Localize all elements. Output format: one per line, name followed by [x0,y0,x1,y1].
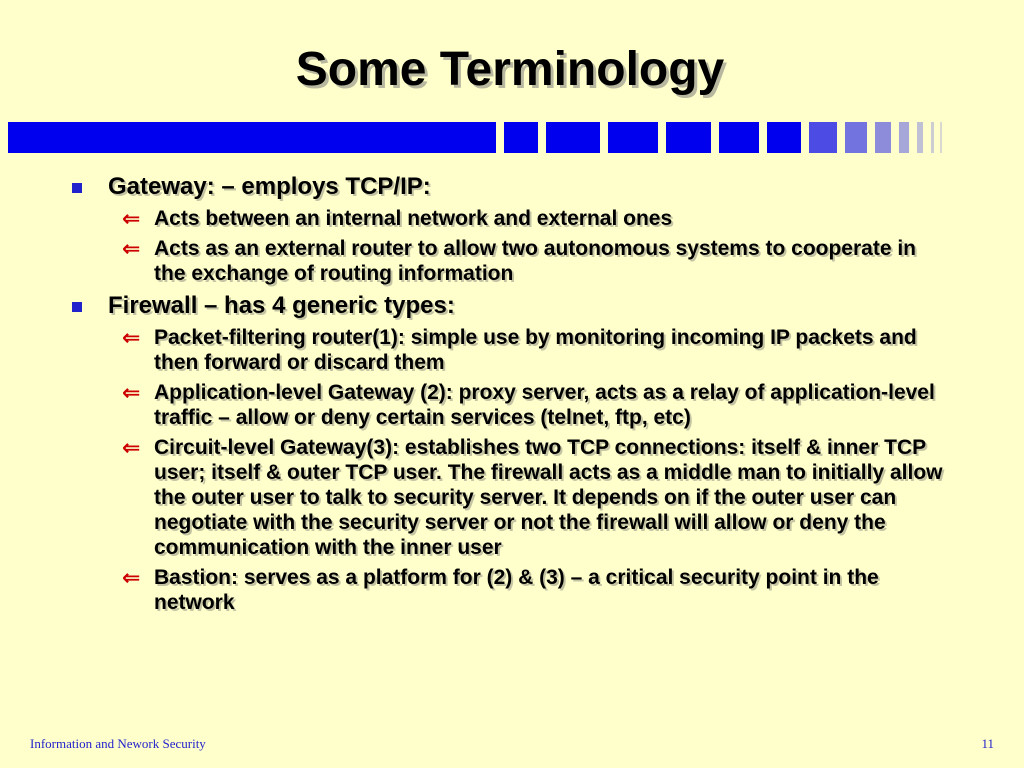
bar-segment [608,122,658,153]
decorative-bar-strip [8,122,948,153]
bar-segment [875,122,891,153]
sub-bullet [70,236,950,286]
bar-segment [917,122,923,153]
arrow-left-icon: ⇐ [122,207,141,232]
bar-segment [504,122,538,153]
sub-bullet [70,206,950,231]
bar-segment [931,122,934,153]
arrow-left-icon: ⇐ [122,436,141,461]
bar-segment [845,122,867,153]
bar-segment [8,122,496,153]
bullet-text: Gateway: – employs TCP/IP: [108,173,431,200]
footer-page-number: 11 [981,736,994,751]
sub-bullet [70,565,950,615]
bar-segment [940,122,942,153]
bar-segment [719,122,759,153]
arrow-left-icon: ⇐ [122,326,141,351]
bar-segment [809,122,837,153]
sub-bullet-text: Acts between an internal network and external ones [154,207,673,230]
arrow-left-icon: ⇐ [122,381,141,406]
bar-segment [899,122,909,153]
bullet-gateway [70,172,950,202]
sub-bullet-text: Acts as an external router to allow two autonomous systems to cooperate in the exchange of routing information [154,237,916,285]
sub-bullet-text: Packet-filtering router(1): simple use by monitoring incoming IP packets and then forward or discard them [154,326,917,374]
arrow-left-icon: ⇐ [122,237,141,262]
square-bullet-icon [72,183,82,193]
square-bullet-icon [72,302,82,312]
bar-segment [767,122,801,153]
bar-segment [666,122,711,153]
sub-bullet-text: Bastion: serves as a platform for (2) & (3) – a critical security point in the network [154,566,879,614]
slide-title: Some Terminology [295,43,725,96]
bullet-list [70,172,950,620]
bar-segment [546,122,600,153]
bullet-text: Firewall – has 4 generic types: [108,292,455,319]
sub-bullet-text: Circuit-level Gateway(3): establishes two TCP connections: itself & inner TCP user; itself & outer TCP user. The firewall acts as a middle man to initially allow the outer user to talk to security server. It depends on if the outer user can negotiate with the security server or not the firewall will allow or deny the communication with the inner user [154,436,943,559]
arrow-left-icon: ⇐ [122,566,141,591]
footer-course-title: Information and Nework Security [30,736,206,751]
sub-bullet [70,380,950,430]
sub-bullet [70,325,950,375]
sub-bullet-text: Application-level Gateway (2): proxy server, acts as a relay of application-level traffic – allow or deny certain services (telnet, ftp, etc) [154,381,935,429]
bullet-firewall [70,291,950,321]
sub-bullet [70,435,950,560]
